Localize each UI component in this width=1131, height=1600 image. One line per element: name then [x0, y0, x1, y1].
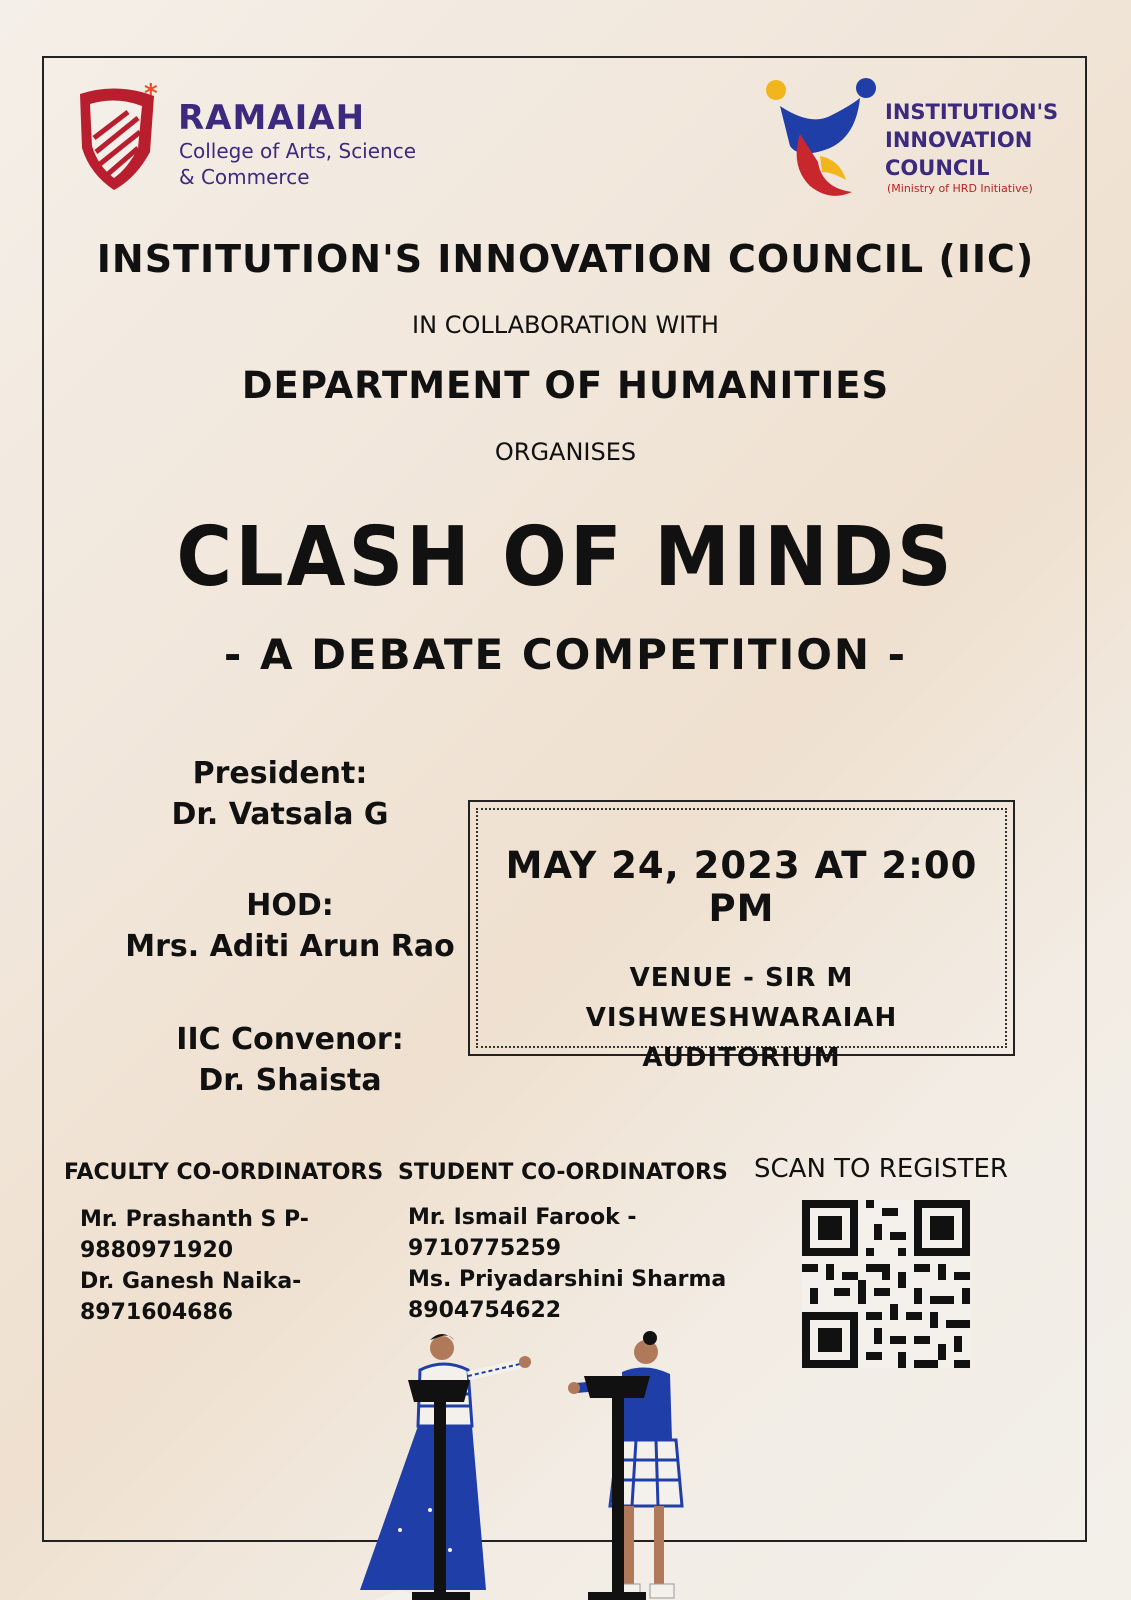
- iic-logo-text: [885, 98, 1058, 182]
- convenor-block: [110, 1022, 470, 1098]
- faculty-line: Mr. Prashanth S P-: [80, 1207, 309, 1232]
- student-coordinators-list: [408, 1202, 726, 1326]
- convenor-role: IIC Convenor:: [176, 1022, 404, 1057]
- event-title: CLASH OF MINDS: [176, 508, 955, 605]
- college-subtitle: [179, 138, 416, 190]
- event-datetime: MAY 24, 2023 AT 2:00 PM: [505, 844, 978, 930]
- faculty-line: Dr. Ganesh Naika-: [80, 1269, 302, 1294]
- debaters-illustration: [360, 1330, 720, 1600]
- college-subtitle-line1: College of Arts, Science: [179, 139, 417, 163]
- ramaiah-shield-logo: [76, 82, 164, 194]
- president-role: President:: [192, 756, 368, 791]
- hod-block: [110, 888, 470, 964]
- faculty-line: 9880971920: [80, 1238, 234, 1263]
- collaboration-text: IN COLLABORATION WITH: [412, 311, 719, 339]
- college-name: RAMAIAH: [178, 98, 366, 138]
- iic-logo-line3: COUNCIL: [885, 156, 990, 180]
- registration-qr-code[interactable]: [802, 1200, 970, 1368]
- college-subtitle-line2: & Commerce: [179, 165, 310, 189]
- faculty-coordinators-list: [80, 1204, 309, 1328]
- hod-name: Mrs. Aditi Arun Rao: [125, 929, 455, 964]
- svg-text:*: *: [144, 82, 158, 109]
- iic-logo-line1: INSTITUTION'S: [885, 100, 1059, 124]
- event-venue: [478, 958, 1005, 1078]
- hod-role: HOD:: [246, 888, 334, 923]
- student-coordinators-heading: STUDENT CO-ORDINATORS: [398, 1160, 728, 1185]
- council-heading: INSTITUTION'S INNOVATION COUNCIL (IIC): [96, 237, 1035, 281]
- student-line: Mr. Ismail Farook -: [408, 1205, 637, 1230]
- venue-line1: VENUE - SIR M VISHWESHWARAIAH: [585, 963, 898, 1033]
- faculty-line: 8971604686: [80, 1300, 234, 1325]
- organises-text: ORGANISES: [494, 438, 637, 466]
- student-line: 8904754622: [408, 1298, 562, 1323]
- iic-ministry-note: (Ministry of HRD Initiative): [887, 182, 1033, 195]
- venue-line2: AUDITORIUM: [642, 1043, 841, 1073]
- president-block: [100, 756, 460, 832]
- convenor-name: Dr. Shaista: [198, 1063, 382, 1098]
- president-name: Dr. Vatsala G: [171, 797, 389, 832]
- event-subtitle: - A DEBATE COMPETITION -: [223, 630, 908, 679]
- scan-to-register-label: SCAN TO REGISTER: [754, 1154, 1008, 1184]
- student-line: Ms. Priyadarshini Sharma: [408, 1267, 727, 1292]
- iic-logo: [760, 76, 880, 206]
- department-heading: DEPARTMENT OF HUMANITIES: [241, 364, 890, 407]
- faculty-coordinators-heading: FACULTY CO-ORDINATORS: [64, 1160, 384, 1185]
- student-line: 9710775259: [408, 1236, 562, 1261]
- event-details-box: [468, 800, 1015, 1073]
- iic-logo-line2: INNOVATION: [885, 128, 1033, 152]
